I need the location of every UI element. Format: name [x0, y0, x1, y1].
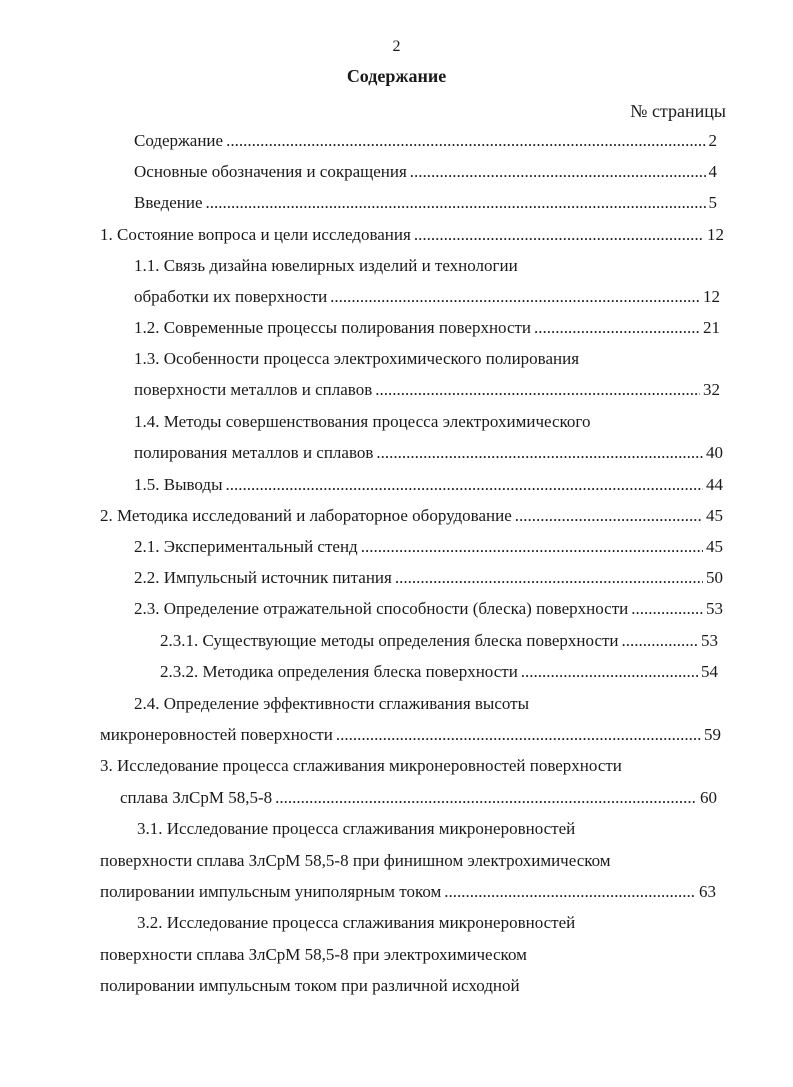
- toc-entry-label: Основные обозначения и сокращения: [134, 162, 407, 181]
- toc-entry-label: сплава ЗлСрМ 58,5-8: [120, 788, 273, 807]
- toc-entry-page: 5: [708, 193, 717, 212]
- toc-leader-dots: [375, 380, 700, 400]
- toc-entry: [120, 788, 717, 808]
- toc-entry-label: 2. Методика исследований и лабораторное оборудование: [100, 506, 512, 525]
- toc-entry-label: полирования металлов и сплавов: [134, 443, 374, 462]
- toc-entry-label: 1.5. Выводы: [134, 475, 223, 494]
- toc-entry: [100, 225, 724, 245]
- toc-entry-label: 3.2. Исследование процесса сглаживания микронеровностей: [137, 913, 576, 932]
- toc-entry-label: 2.1. Экспериментальный стенд: [134, 537, 358, 556]
- toc-entry: [134, 380, 720, 400]
- toc-leader-dots: [226, 475, 703, 495]
- toc-entry-page: 44: [706, 475, 723, 494]
- toc-entry-label: поверхности сплава ЗлСрМ 58,5-8 при финишном электрохимическом: [100, 851, 611, 870]
- toc-leader-dots: [521, 662, 698, 682]
- toc-entry: [100, 506, 723, 526]
- toc-leader-dots: [395, 568, 703, 588]
- toc-entry-label: полировании импульсным униполярным током: [100, 882, 442, 901]
- toc-entry-page: 4: [708, 162, 717, 181]
- toc-entry-label: 1.4. Методы совершенствования процесса электрохимического: [134, 412, 591, 431]
- toc-leader-dots: [444, 882, 696, 902]
- toc-entry-page: 12: [707, 225, 724, 244]
- toc-entry-page: 21: [703, 318, 720, 337]
- toc-leader-dots: [515, 506, 703, 526]
- toc-entry-page: 59: [704, 725, 721, 744]
- toc-leader-dots: [410, 162, 706, 182]
- toc-entry-page: 53: [706, 599, 723, 618]
- toc-entry-page: 45: [706, 506, 723, 525]
- toc-entry-page: 53: [701, 631, 718, 650]
- toc-leader-dots: [622, 631, 698, 651]
- toc-entry-page: 32: [703, 380, 720, 399]
- toc-entry-label: Содержание: [134, 131, 224, 150]
- toc-entry-label: поверхности металлов и сплавов: [134, 380, 373, 399]
- toc-leader-dots: [361, 537, 703, 557]
- toc-entry: [134, 443, 723, 463]
- toc-leader-dots: [336, 725, 701, 745]
- toc-leader-dots: [414, 225, 704, 245]
- page-number: 2: [392, 38, 401, 55]
- toc-entry: [134, 131, 717, 151]
- toc-entry-label: 2.3.1. Существующие методы определения блеска поверхности: [160, 631, 619, 650]
- toc-leader-dots: [330, 287, 700, 307]
- toc-entry: [134, 287, 720, 307]
- toc-entry-page: 12: [703, 287, 720, 306]
- toc-entry-page: 40: [706, 443, 723, 462]
- toc-entry-page: 2: [708, 131, 717, 150]
- toc-entry: [134, 599, 723, 619]
- toc-entry-label: 2.3.2. Методика определения блеска поверхности: [160, 662, 518, 681]
- toc-entry-label: 1. Состояние вопроса и цели исследования: [100, 225, 411, 244]
- toc-entry-page: 45: [706, 537, 723, 556]
- toc-leader-dots: [376, 443, 703, 463]
- toc-entry: [134, 537, 723, 557]
- toc-entry-label: поверхности сплава ЗлСрМ 58,5-8 при электрохимическом: [100, 945, 527, 964]
- toc-entry: [134, 318, 720, 338]
- toc-leader-dots: [206, 193, 706, 213]
- toc-entry-label: полировании импульсным током при различной исходной: [100, 976, 520, 995]
- toc-entry-label: 3.1. Исследование процесса сглаживания микронеровностей: [137, 819, 576, 838]
- toc-entry-label: 2.4. Определение эффективности сглаживания высоты: [134, 694, 530, 713]
- toc-entry-page: 54: [701, 662, 718, 681]
- toc-entry: [134, 193, 717, 213]
- toc-entry-label: Введение: [134, 193, 203, 212]
- page-title: Содержание: [346, 66, 447, 86]
- toc-entry-label: 2.2. Импульсный источник питания: [134, 568, 392, 587]
- toc-leader-dots: [275, 788, 697, 808]
- toc-entry: [100, 882, 716, 902]
- toc-entry: [160, 662, 718, 682]
- toc-leader-dots: [226, 131, 705, 151]
- toc-entry: [134, 475, 723, 495]
- toc-entry-label: 1.3. Особенности процесса электрохимического полирования: [134, 349, 580, 368]
- toc-entry-label: 1.2. Современные процессы полирования поверхности: [134, 318, 532, 337]
- toc-entry-label: 1.1. Связь дизайна ювелирных изделий и технологии: [134, 256, 518, 275]
- toc-entry: [134, 568, 723, 588]
- toc-entry-page: 50: [706, 568, 723, 587]
- toc-entry-label: микронеровностей поверхности: [100, 725, 333, 744]
- toc-leader-dots: [631, 599, 703, 619]
- toc-entry-page: 63: [699, 882, 716, 901]
- page-column-header: № страницы: [630, 101, 726, 121]
- toc-entry: [134, 162, 717, 182]
- toc-entry-page: 60: [700, 788, 717, 807]
- toc-entry-label: 2.3. Определение отражательной способности (блеска) поверхности: [134, 599, 629, 618]
- toc-leader-dots: [534, 318, 700, 338]
- toc-entry: [100, 725, 721, 745]
- toc-entry-label: 3. Исследование процесса сглаживания микронеровностей поверхности: [100, 756, 622, 775]
- toc-entry-label: обработки их поверхности: [134, 287, 328, 306]
- toc-entry: [160, 631, 718, 651]
